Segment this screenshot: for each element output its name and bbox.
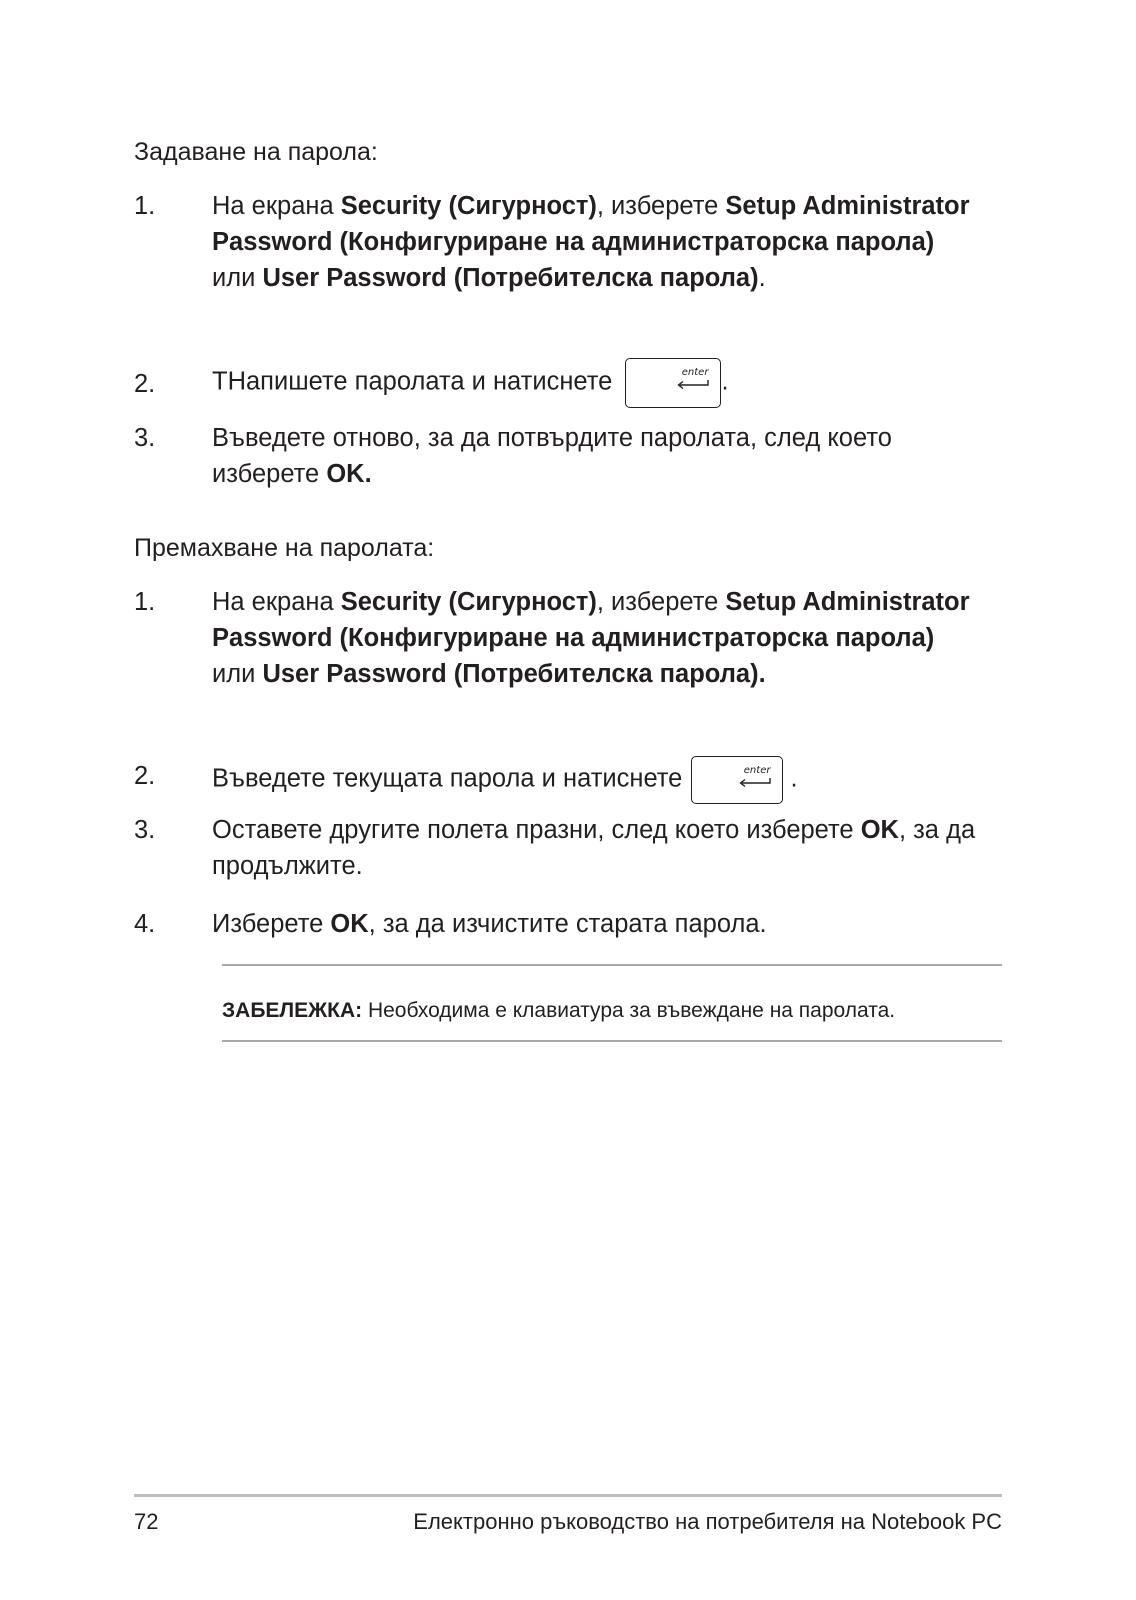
step-text	[212, 358, 1012, 408]
step-text	[212, 188, 972, 296]
footer-rule	[134, 1494, 1002, 1497]
step-text	[212, 812, 992, 884]
set-step-3	[134, 420, 1014, 496]
text-run: , за да изчистите старата парола.	[368, 910, 767, 938]
text-run: ТНапишете паролата и натиснете	[212, 367, 613, 396]
text-run: Оставете другите полета празни, след което изберете	[212, 816, 861, 844]
step-number: 2.	[134, 762, 156, 790]
set-step-1	[134, 188, 1014, 338]
text-run: , за да продължите.	[212, 816, 976, 880]
step-number: 1.	[134, 192, 156, 220]
set-step-2	[134, 358, 1014, 412]
remove-step-4	[134, 906, 1014, 946]
security-menu-ref: Security (Сигурност)	[340, 588, 597, 616]
user-password-ref: User Password (Потребителска парола)	[262, 264, 759, 292]
enter-key	[691, 756, 783, 804]
text-run: Въведете отново, за да потвърдите паролата, след което изберете	[212, 424, 892, 488]
enter-return-arrow-icon	[738, 777, 772, 789]
ok-ref: OK	[860, 816, 899, 844]
setup-admin-password-ref: Setup Administrator Password (Конфигуриране на администраторска парола)	[212, 192, 970, 256]
note-top-rule	[222, 964, 1002, 966]
enter-key	[625, 358, 721, 408]
remove-step-3	[134, 812, 1014, 888]
step-text	[212, 584, 972, 692]
step-number: 1.	[134, 588, 156, 616]
ok-ref: OK.	[326, 460, 372, 488]
note-label: ЗАБЕЛЕЖКА:	[222, 999, 363, 1022]
note-bottom-rule	[222, 1040, 1002, 1042]
step-text	[212, 906, 972, 942]
step-number: 2.	[134, 370, 156, 398]
footer-title: Електронно ръководство на потребителя на Notebook PC	[413, 1509, 1002, 1534]
user-password-ref: User Password (Потребителска парола).	[262, 660, 766, 688]
text-run: , изберете	[596, 588, 726, 616]
page-number: 72	[134, 1509, 159, 1534]
text-run: или	[212, 660, 263, 688]
text-run: .	[721, 367, 729, 396]
setup-admin-password-ref: Setup Administrator Password (Конфигуриране на администраторска парола)	[212, 588, 970, 652]
step-number: 3.	[134, 424, 156, 452]
text-run: Изберете	[212, 910, 331, 938]
step-text	[212, 756, 1012, 804]
step-text	[212, 420, 942, 492]
ok-ref: OK	[330, 910, 369, 938]
step-number: 4.	[134, 910, 156, 938]
security-menu-ref: Security (Сигурност)	[340, 192, 597, 220]
enter-key-label: enter	[681, 367, 709, 378]
text-run: На екрана	[212, 588, 341, 616]
text-run: , изберете	[596, 192, 726, 220]
text-run: или	[212, 264, 263, 292]
enter-return-arrow-icon	[676, 379, 710, 391]
step-number: 3.	[134, 816, 156, 844]
remove-step-2	[134, 756, 1014, 810]
note-text: Необходима е клавиатура за въвеждане на паролата.	[362, 999, 896, 1022]
note	[222, 997, 1002, 1025]
set-password-heading: Задаване на парола:	[134, 138, 378, 166]
remove-step-1	[134, 584, 1014, 734]
text-run: .	[783, 764, 798, 793]
text-run: Въведете текущата парола и натиснете	[212, 764, 683, 793]
text-run: .	[758, 264, 766, 292]
enter-key-label: enter	[743, 765, 771, 776]
remove-password-heading: Премахване на паролата:	[134, 534, 435, 562]
text-run: На екрана	[212, 192, 341, 220]
